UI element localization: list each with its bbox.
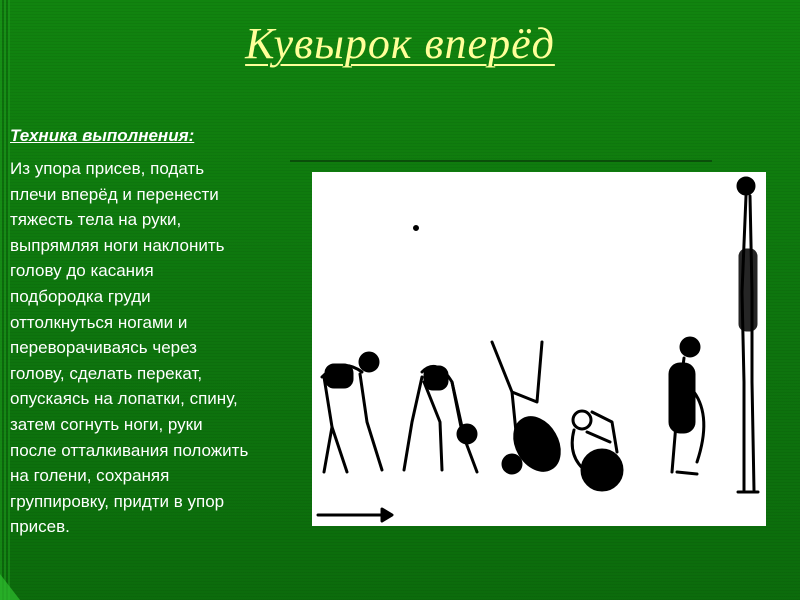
figure-crouch-1 [322, 353, 382, 472]
figure-bend-2 [404, 366, 477, 472]
figure-tuck-5 [670, 338, 704, 474]
forward-roll-sequence-icon [312, 172, 766, 526]
technique-description: Из упора присев, подать плечи вперёд и перенести тяжесть тела на руки, выпрямляя ноги наклонить голову до касания подбородка груди оттолкнуться ногами и переворачиваясь через голову, сделать перекат, опускаясь на лопатки, спину, затем согнуть ноги, руки после отталкивания положить на голени, сохраняя группировку, придти в упор присев. [10, 159, 249, 537]
figure-roll-3 [492, 342, 568, 478]
divider-line [290, 160, 712, 162]
technique-heading: Техника выполнения: [10, 126, 195, 145]
slide-title: Кувырок вперёд [245, 19, 555, 68]
forward-roll-illustration [312, 172, 766, 526]
figure-tuck-4 [572, 411, 622, 490]
direction-arrow-icon [318, 509, 392, 521]
decorative-corner [0, 574, 20, 600]
figure-stand-6 [738, 178, 758, 492]
decorative-stripes [0, 0, 10, 600]
